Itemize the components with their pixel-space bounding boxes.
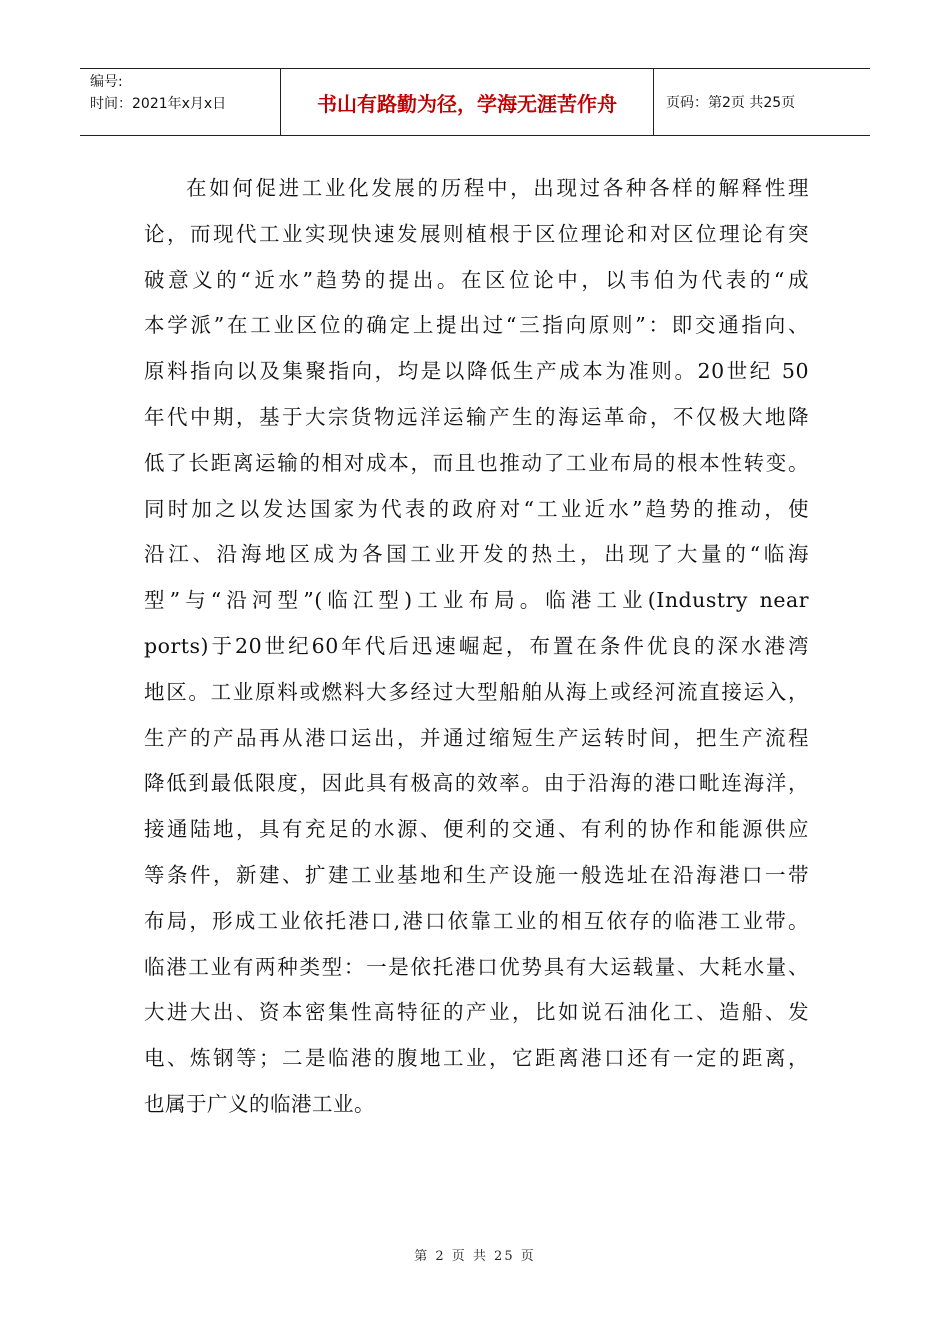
text-line: 生产的产品再从港口运出，并通过缩短生产运转时间，把生产流程 <box>144 725 809 750</box>
document-number: 编号: <box>90 74 123 90</box>
text-line: 同时加之以发达国家为代表的政府对“工业近水”趋势的推动，使 <box>144 496 809 521</box>
text-line: 接通陆地，具有充足的水源、便利的交通、有利的协作和能源供应 <box>144 817 809 842</box>
page-footer: 第 2 页 共 25 页 <box>414 1249 536 1264</box>
text-line: 在如何促进工业化发展的历程中，出现过各种各样的解释性理 <box>186 176 809 200</box>
text-line: 降低到最低限度，因此具有极高的效率。由于沿海的港口毗连海洋， <box>144 771 809 796</box>
text-line: 也属于广义的临港工业。 <box>144 1091 375 1116</box>
text-line: 沿江、沿海地区成为各国工业开发的热土，出现了大量的“临海 <box>144 542 809 567</box>
body-paragraph <box>144 166 809 1128</box>
header-page-info: 页码：第2页 共25页 <box>666 95 796 111</box>
text-line: 低了长距离运输的相对成本，而且也推动了工业布局的根本性转变。 <box>144 450 809 475</box>
text-line: 原料指向以及集聚指向，均是以降低生产成本为准则。20世纪 50 <box>144 359 809 384</box>
text-line: 布局，形成工业依托港口,港口依靠工业的相互依存的临港工业带。 <box>144 908 809 933</box>
text-line: 论，而现代工业实现快速发展则植根于区位理论和对区位理论有突 <box>144 221 809 246</box>
text-line: 破意义的“近水”趋势的提出。在区位论中，以韦伯为代表的“成 <box>144 267 809 292</box>
text-line: 地区。工业原料或燃料大多经过大型船舶从海上或经河流直接运入， <box>144 679 809 704</box>
text-line: 年代中期，基于大宗货物远洋运输产生的海运革命，不仅极大地降 <box>144 404 809 429</box>
text-line: 大进大出、资本密集性高特征的产业，比如说石油化工、造船、发 <box>144 1000 809 1025</box>
header-page-cell <box>654 69 870 135</box>
text-line: 本学派”在工业区位的确定上提出过“三指向原则”：即交通指向、 <box>144 313 809 338</box>
header-motto-cell <box>281 69 654 135</box>
header-meta-cell <box>80 69 281 135</box>
text-line: 临港工业有两种类型：一是依托港口优势具有大运载量、大耗水量、 <box>144 954 809 979</box>
text-line: ports)于20世纪60年代后迅速崛起，布置在条件优良的深水港湾 <box>144 633 809 658</box>
page-header <box>80 68 870 136</box>
text-line: 型”与“沿河型”(临江型)工业布局。临港工业(Industry near <box>144 588 809 613</box>
header-motto: 书山有路勤为径，学海无涯苦作舟 <box>317 91 617 116</box>
text-line: 等条件，新建、扩建工业基地和生产设施一般选址在沿海港口一带 <box>144 862 809 887</box>
text-line: 电、炼钢等；二是临港的腹地工业，它距离港口还有一定的距离， <box>144 1046 809 1071</box>
document-time: 时间：2021年x月x日 <box>90 96 227 112</box>
